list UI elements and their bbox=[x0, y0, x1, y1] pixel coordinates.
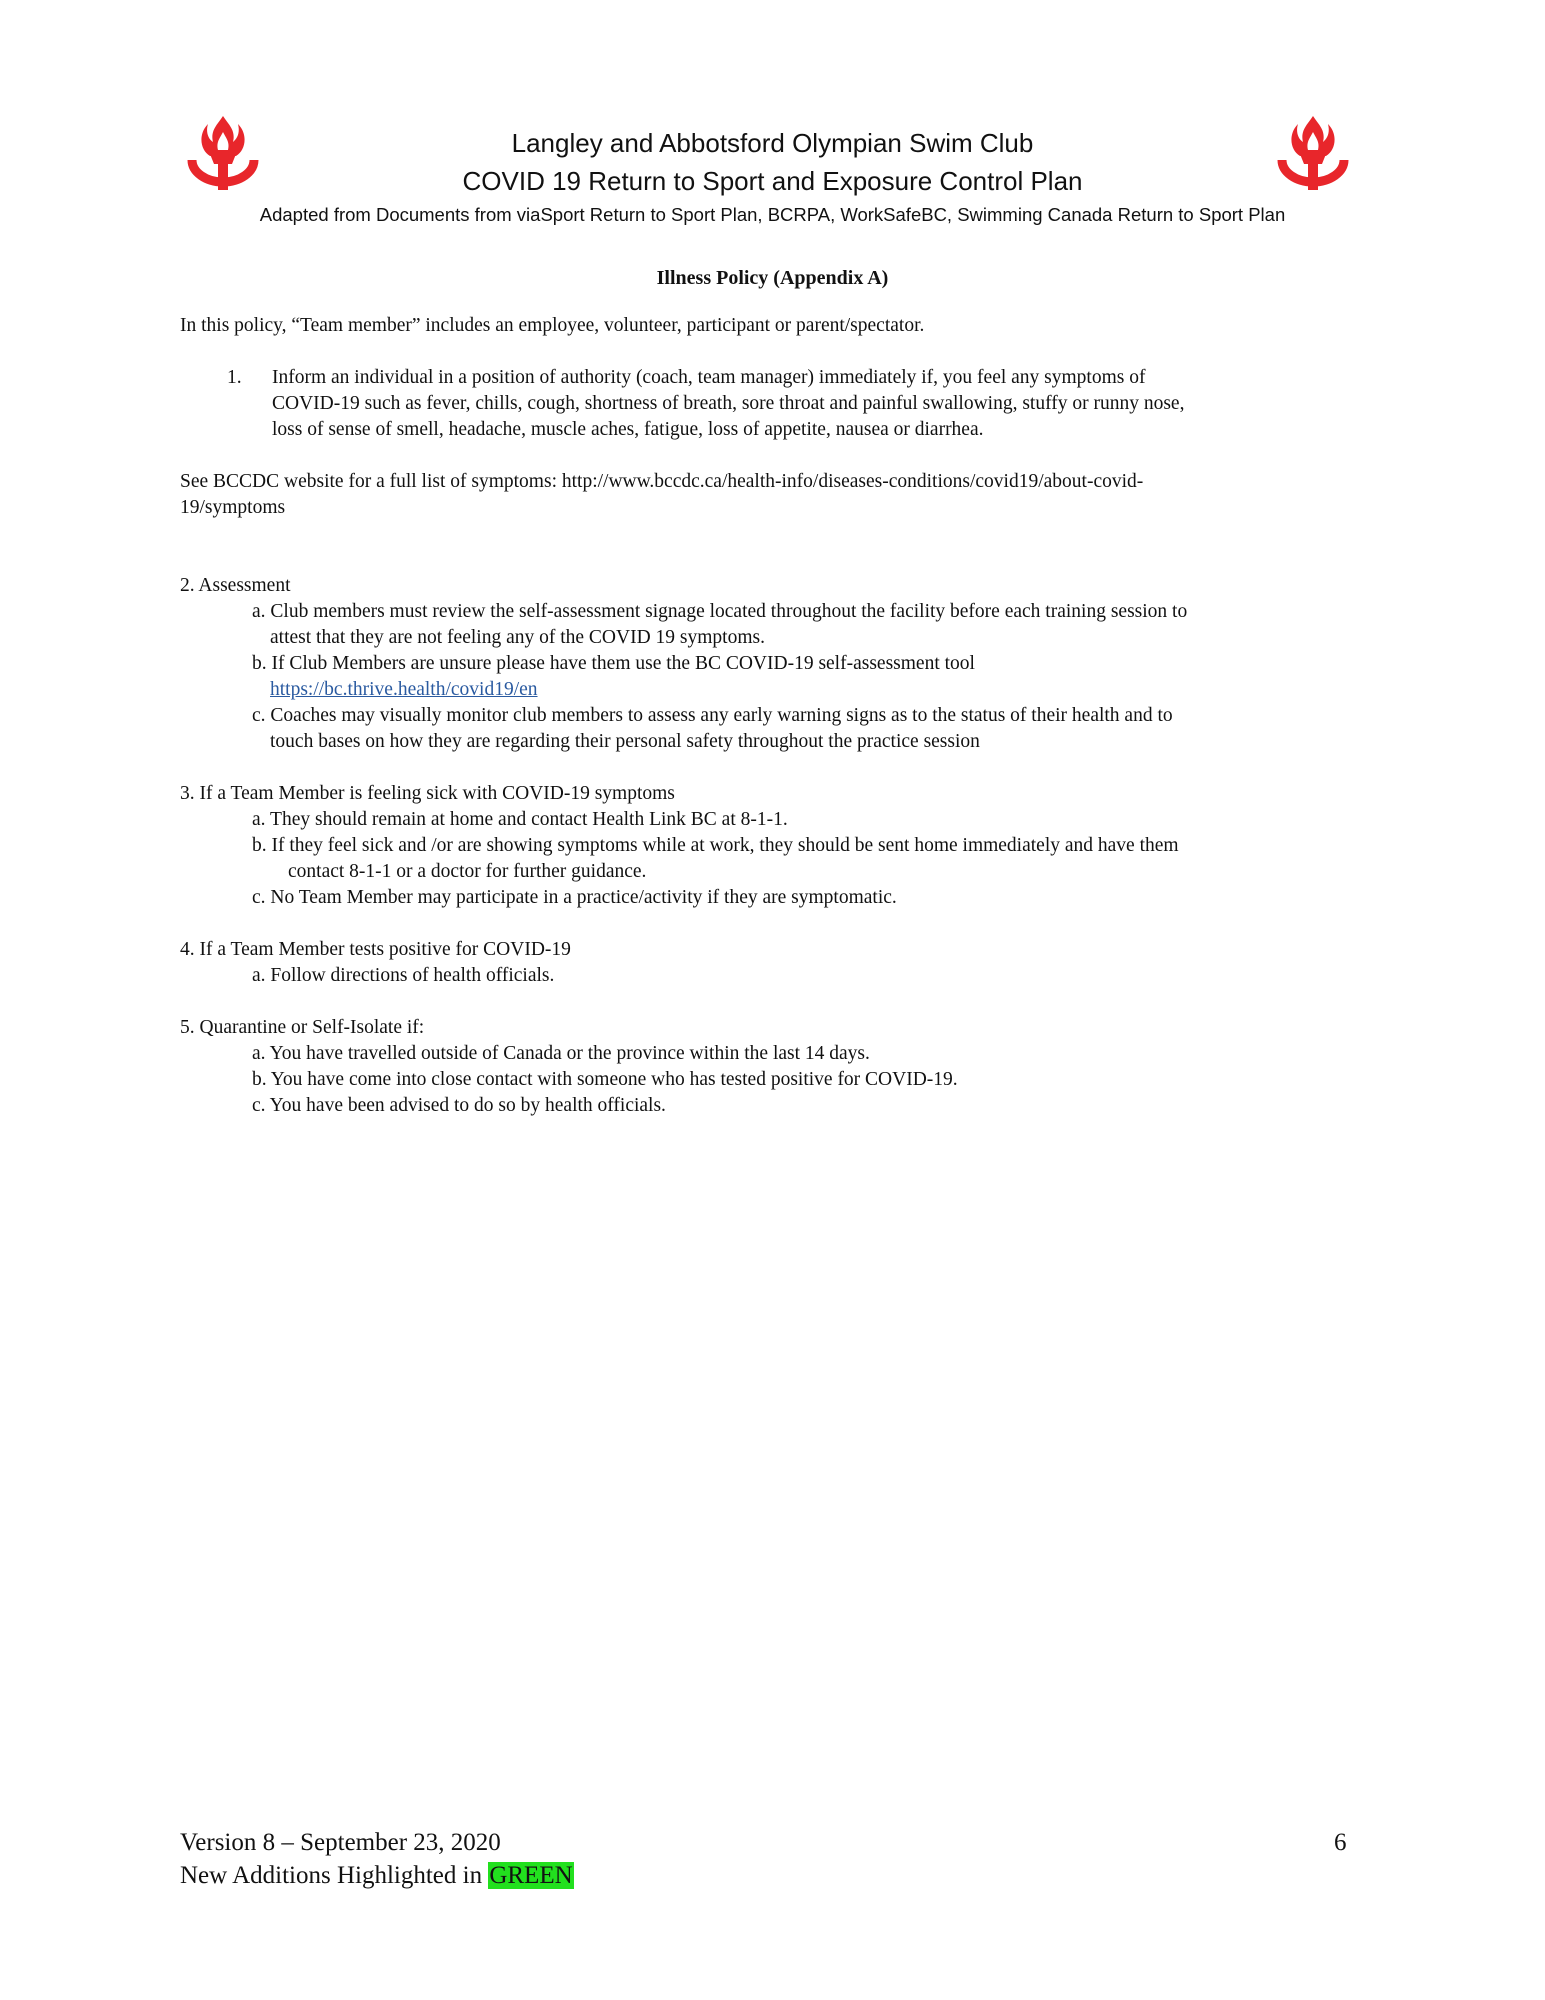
section-3-item-b: contact 8-1-1 or a doctor for further guidance. bbox=[288, 861, 647, 882]
section-3-item-a: a. They should remain at home and contact Health Link BC at 8-1-1. bbox=[252, 809, 788, 830]
section-2-item-b: b. If Club Members are unsure please have them use the BC COVID-19 self-assessment tool bbox=[252, 653, 975, 674]
item-1-line: COVID-19 such as fever, chills, cough, shortness of breath, sore throat and painful swallowing, stuffy or runny nose, bbox=[272, 393, 1185, 414]
green-highlight: GREEN bbox=[489, 1862, 573, 1889]
section-3-heading: 3. If a Team Member is feeling sick with COVID-19 symptoms bbox=[180, 783, 675, 804]
section-5-heading: 5. Quarantine or Self-Isolate if: bbox=[180, 1017, 425, 1038]
additions-footer bbox=[180, 1860, 574, 1892]
bccdc-reference: 19/symptoms bbox=[180, 497, 286, 518]
section-3-item-c: c. No Team Member may participate in a practice/activity if they are symptomatic. bbox=[252, 887, 897, 908]
section-5-item-c: c. You have been advised to do so by health officials. bbox=[252, 1095, 666, 1116]
additions-prefix: New Additions Highlighted in bbox=[180, 1862, 489, 1889]
section-2-item-c: c. Coaches may visually monitor club members to assess any early warning signs as to the status of their health and to bbox=[252, 705, 1173, 726]
section-2-heading: 2. Assessment bbox=[180, 575, 291, 596]
item-1-line: Inform an individual in a position of authority (coach, team manager) immediately if, you feel any symptoms of bbox=[272, 367, 1146, 388]
section-5-item-b: b. You have come into close contact with someone who has tested positive for COVID-19. bbox=[252, 1069, 958, 1090]
intro-paragraph: In this policy, “Team member” includes an employee, volunteer, participant or parent/spectator. bbox=[180, 315, 925, 336]
self-assessment-link[interactable]: https://bc.thrive.health/covid19/en bbox=[270, 679, 538, 700]
section-5-item-a: a. You have travelled outside of Canada or the province within the last 14 days. bbox=[252, 1043, 870, 1064]
section-2-item-a: a. Club members must review the self-assessment signage located throughout the facility before each training session to bbox=[252, 601, 1188, 622]
plan-title-heading: COVID 19 Return to Sport and Exposure Control Plan bbox=[462, 166, 1083, 196]
club-name-heading: Langley and Abbotsford Olympian Swim Club bbox=[511, 128, 1034, 158]
item-1-line: loss of sense of smell, headache, muscle aches, fatigue, loss of appetite, nausea or diarrhea. bbox=[272, 419, 984, 440]
section-4-item-a: a. Follow directions of health officials. bbox=[252, 965, 555, 986]
section-2-item-a: attest that they are not feeling any of the COVID 19 symptoms. bbox=[270, 627, 765, 648]
section-4-heading: 4. If a Team Member tests positive for COVID-19 bbox=[180, 939, 571, 960]
item-1-number: 1. bbox=[227, 367, 242, 388]
bccdc-reference: See BCCDC website for a full list of symptoms: http://www.bccdc.ca/health-info/diseases-conditions/covid19/about-covid- bbox=[180, 471, 1144, 492]
version-footer: Version 8 – September 23, 2020 bbox=[180, 1829, 501, 1856]
section-3-item-b: b. If they feel sick and /or are showing symptoms while at work, they should be sent home immediately and have them bbox=[252, 835, 1179, 856]
page-title: Illness Policy (Appendix A) bbox=[656, 267, 889, 289]
section-2-item-c: touch bases on how they are regarding their personal safety throughout the practice session bbox=[270, 731, 980, 752]
adapted-from-note: Adapted from Documents from viaSport Return to Sport Plan, BCRPA, WorkSafeBC, Swimming Canada Return to Sport Plan bbox=[259, 204, 1286, 225]
page-number: 6 bbox=[1334, 1829, 1347, 1856]
